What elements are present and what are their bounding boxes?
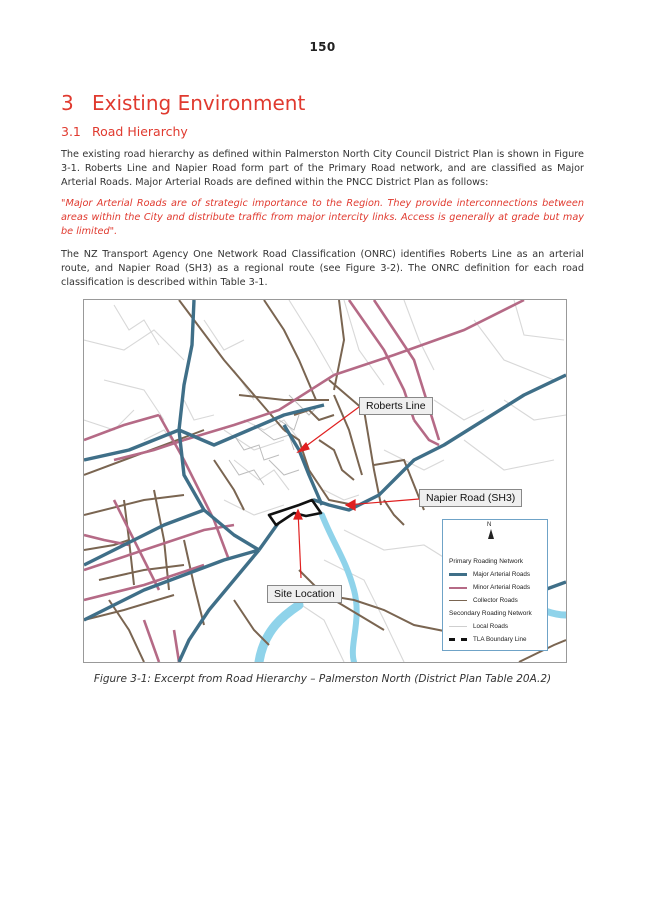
callout-napier-road: Napier Road (SH3) [419, 489, 522, 507]
page-number: 150 [309, 40, 336, 54]
subsection-number: 3.1 [61, 124, 81, 139]
legend-swatch-tla [449, 638, 467, 641]
legend-primary-heading: Primary Roading Network [449, 558, 524, 565]
subsection-heading [61, 124, 188, 139]
callout-site-location: Site Location [267, 585, 342, 603]
section-heading [61, 91, 305, 115]
legend-item-local [449, 623, 508, 630]
subsection-title: Road Hierarchy [92, 124, 188, 139]
north-arrow-icon [488, 529, 494, 539]
site-boundary [269, 500, 321, 525]
section-number: 3 [61, 91, 74, 115]
legend-label-major: Major Arterial Roads [473, 571, 531, 578]
definition-quote: "Major Arterial Roads are of strategic importance to the Region. They provide interconnections between areas within the City and distribute traffic from major intercity links. Access is generally at grade but may be limited". [61, 198, 584, 237]
road-hierarchy-map [83, 299, 567, 663]
map-legend [442, 519, 548, 651]
legend-swatch-major [449, 573, 467, 576]
legend-label-local: Local Roads [473, 623, 509, 630]
callout-arrows [294, 407, 419, 578]
section-title: Existing Environment [92, 91, 306, 115]
figure-caption: Figure 3-1: Excerpt from Road Hierarchy – Palmerston North (District Plan Table 20A.2) [93, 673, 552, 685]
legend-item-minor [449, 584, 530, 591]
north-label: N [487, 522, 492, 528]
legend-item-tla [449, 636, 527, 643]
onrc-paragraph: The NZ Transport Agency One Network Road Classification (ONRC) identifies Roberts Line as an arterial route, and Napier Road (SH3) as a regional route (see Figure 3-2). The ONRC definition for each road classification is described within Table 3-1. [61, 249, 584, 288]
intro-paragraph: The existing road hierarchy as defined within Palmerston North City Council District Plan is shown in Figure 3-1. Roberts Line and Napier Road form part of the Primary Road network, and are classified as Major Arterial Roads. Major Arterial Roads are defined within the PNCC District Plan as follows: [61, 149, 584, 188]
legend-swatch-minor [449, 587, 467, 589]
legend-item-major [449, 571, 530, 578]
legend-swatch-collector [449, 600, 467, 601]
callout-roberts-line: Roberts Line [359, 397, 433, 415]
legend-label-minor: Minor Arterial Roads [473, 584, 531, 591]
legend-swatch-local [449, 626, 467, 627]
legend-item-collector [449, 597, 518, 604]
legend-label-tla: TLA Boundary Line [473, 636, 527, 643]
legend-label-collector: Collector Roads [473, 597, 518, 604]
legend-secondary-heading: Secondary Roading Network [449, 610, 532, 617]
